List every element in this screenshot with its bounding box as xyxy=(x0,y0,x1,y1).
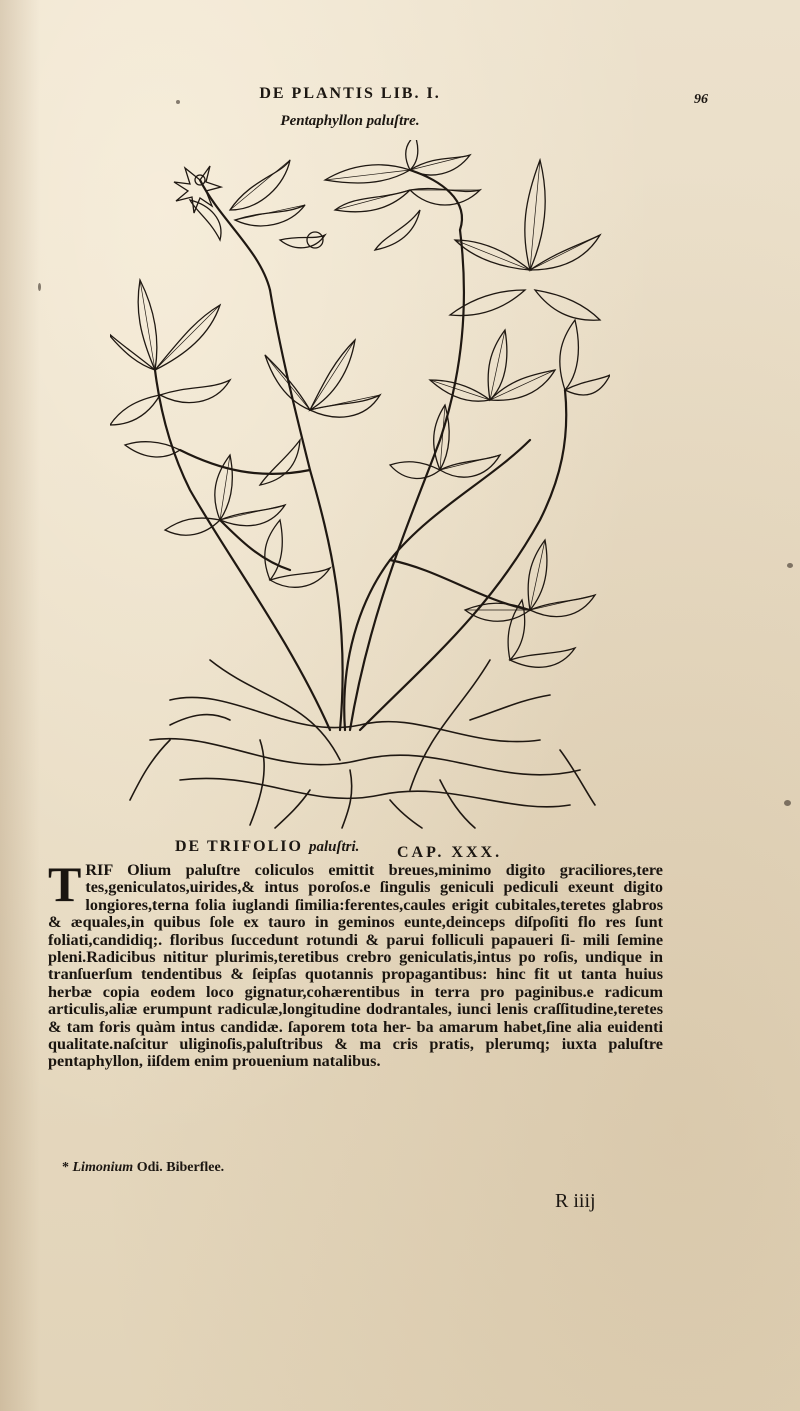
root-mass xyxy=(130,660,595,828)
marginal-note-italic: Limonium xyxy=(72,1160,134,1175)
marginal-note-text: Odi. Biberflee. xyxy=(133,1160,225,1175)
chapter-body-text xyxy=(48,856,663,1071)
ink-speck xyxy=(787,563,793,568)
body-paragraph: RIF Olium paluſtre coliculos emittit breues,minimo digito graciliores,tere tes,geniculatos,uirides,& intus poroſos.e ſingulis geniculi pediculi exeunt digito longiores,terna folia iuglandi ſimilia:ferentes,caules erigit cubitales,teretes glabros & æquales,in quibus ſole ex tauro in geminos eunte,deinceps diſpoſiti flo res ſunt foliati,candidiq;. floribus ſuccedunt rotundi & parui folliculi papaueri ſi- mili ſemine pleni.Radicibus nititur plurimis,teretibus crebro geniculatis,intus po roſis, undique in tranſuerſum tendentibus & ſeipſas quotannis propagantibus: hinc fit ut tanta huius herbæ copia eodem loco gignatur,cohærentibus in terra pro paginibus.e radicum articulis,aliæ erumpunt radiculæ,longitudine dodrantales, iunci lenis craſſitudine,teretes & tam foris quàm intus candidæ. ſaporem tota her- ba amarum habet,ſine alia euidenti qualitate.naſcitur uliginoſis,paluſtribus & ma cris pratis, plerumq; iuxta paluſtre pentaphyllon, iiſdem enim prouenium natalibus. xyxy=(48,861,663,1071)
chapter-number: CAP. XXX. xyxy=(397,844,503,861)
asterisk-marker: * xyxy=(62,1160,69,1175)
chapter-topic: DE TRIFOLIO paluſtri. xyxy=(175,838,360,855)
figure-caption: Pentaphyllon paluſtre. xyxy=(280,113,420,129)
plant-woodcut-illustration xyxy=(110,140,610,830)
chapter-heading xyxy=(175,838,715,861)
running-head: DE PLANTIS LIB. I. xyxy=(259,85,441,102)
page-number: 96 xyxy=(694,92,708,107)
ink-speck xyxy=(176,100,180,104)
stems xyxy=(155,170,566,730)
marginal-note xyxy=(62,1160,224,1176)
page-edge-shadow xyxy=(0,0,40,1411)
drop-cap: T xyxy=(48,856,82,912)
signature-mark: R iiij xyxy=(555,1190,596,1212)
ink-speck xyxy=(784,800,791,806)
ink-speck xyxy=(38,283,41,291)
